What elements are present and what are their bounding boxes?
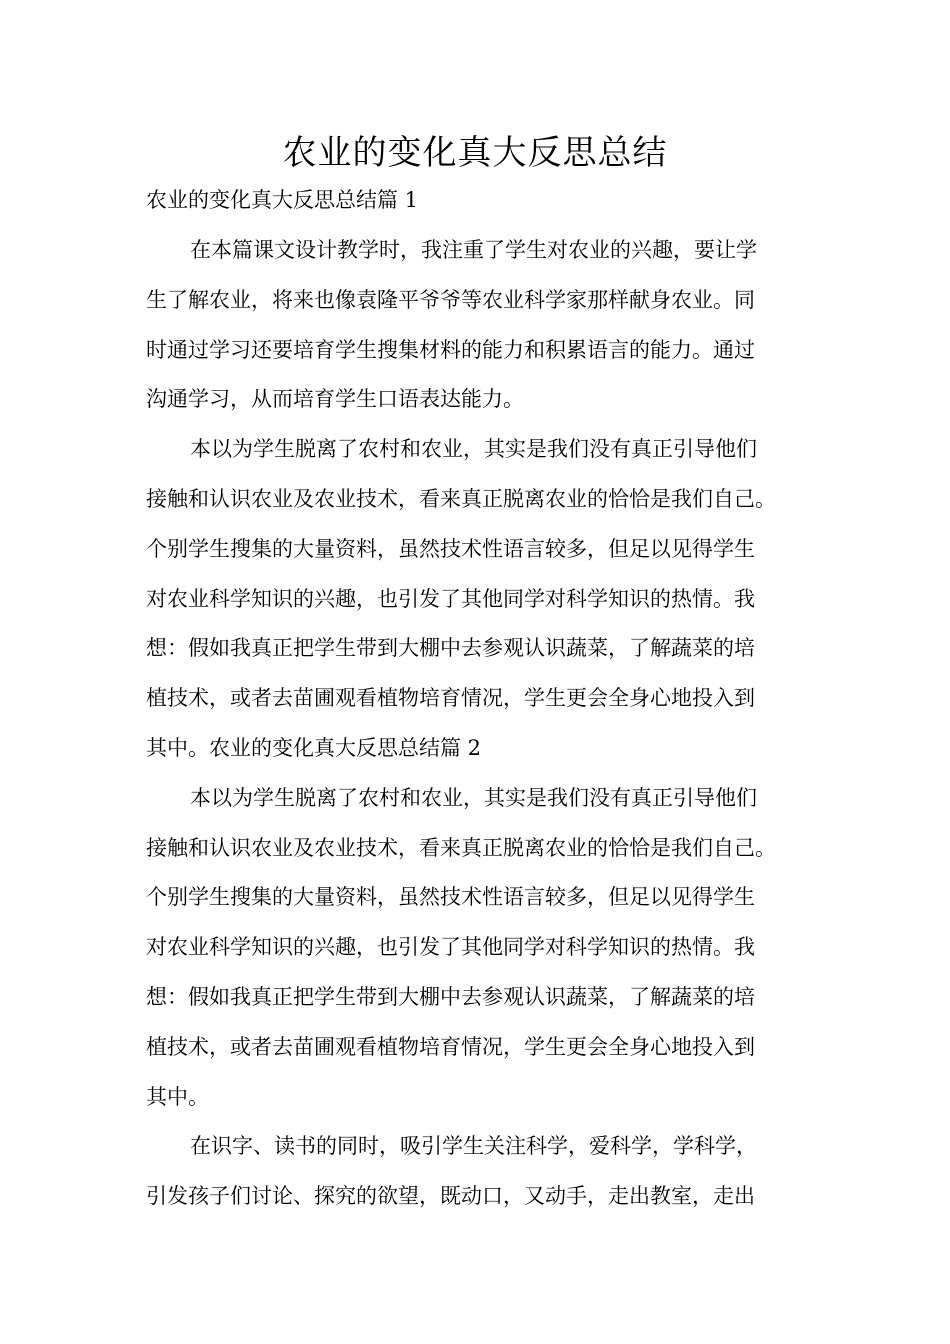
text-line: 个别学生搜集的大量资料，虽然技术性语言较多，但足以见得学生	[146, 885, 755, 909]
text-line: 对农业科学知识的兴趣，也引发了其他同学对科学知识的热情。我	[146, 587, 755, 611]
text-line: 其中。	[146, 1085, 209, 1109]
text-line: 植技术，或者去苗圃观看植物培育情况，学生更会全身心地投入到	[146, 686, 755, 710]
text-line: 接触和认识农业及农业技术，看来真正脱离农业的恰恰是我们自己。	[146, 836, 776, 860]
text-line: 引发孩子们讨论、探究的欲望，既动口，又动手，走出教室，走出	[146, 1184, 755, 1208]
text-line: 对农业科学知识的兴趣，也引发了其他同学对科学知识的热情。我	[146, 935, 755, 959]
text-line: 在本篇课文设计教学时，我注重了学生对农业的兴趣，要让学	[190, 238, 757, 262]
text-line: 个别学生搜集的大量资料，虽然技术性语言较多，但足以见得学生	[146, 537, 755, 561]
section-heading-1: 农业的变化真大反思总结篇 1	[146, 188, 419, 212]
text-line: 时通过学习还要培育学生搜集材料的能力和积累语言的能力。通过	[146, 338, 755, 362]
text-line: 本以为学生脱离了农村和农业，其实是我们没有真正引导他们	[190, 437, 757, 461]
text-line: 本以为学生脱离了农村和农业，其实是我们没有真正引导他们	[190, 786, 757, 810]
text-line: 想：假如我真正把学生带到大棚中去参观认识蔬菜，了解蔬菜的培	[146, 636, 755, 660]
text-line: 接触和认识农业及农业技术，看来真正脱离农业的恰恰是我们自己。	[146, 487, 776, 511]
text-line: 想：假如我真正把学生带到大棚中去参观认识蔬菜，了解蔬菜的培	[146, 985, 755, 1009]
text-line: 生了解农业，将来也像袁隆平爷爷等农业科学家那样献身农业。同	[146, 288, 755, 312]
text-line: 沟通学习，从而培育学生口语表达能力。	[146, 387, 524, 411]
text-line: 植技术，或者去苗圃观看植物培育情况，学生更会全身心地投入到	[146, 1035, 755, 1059]
text-line: 其中。农业的变化真大反思总结篇 2	[146, 736, 482, 760]
text-line: 在识字、读书的同时，吸引学生关注科学，爱科学，学科学，	[190, 1134, 757, 1158]
document-title: 农业的变化真大反思总结	[282, 133, 668, 173]
